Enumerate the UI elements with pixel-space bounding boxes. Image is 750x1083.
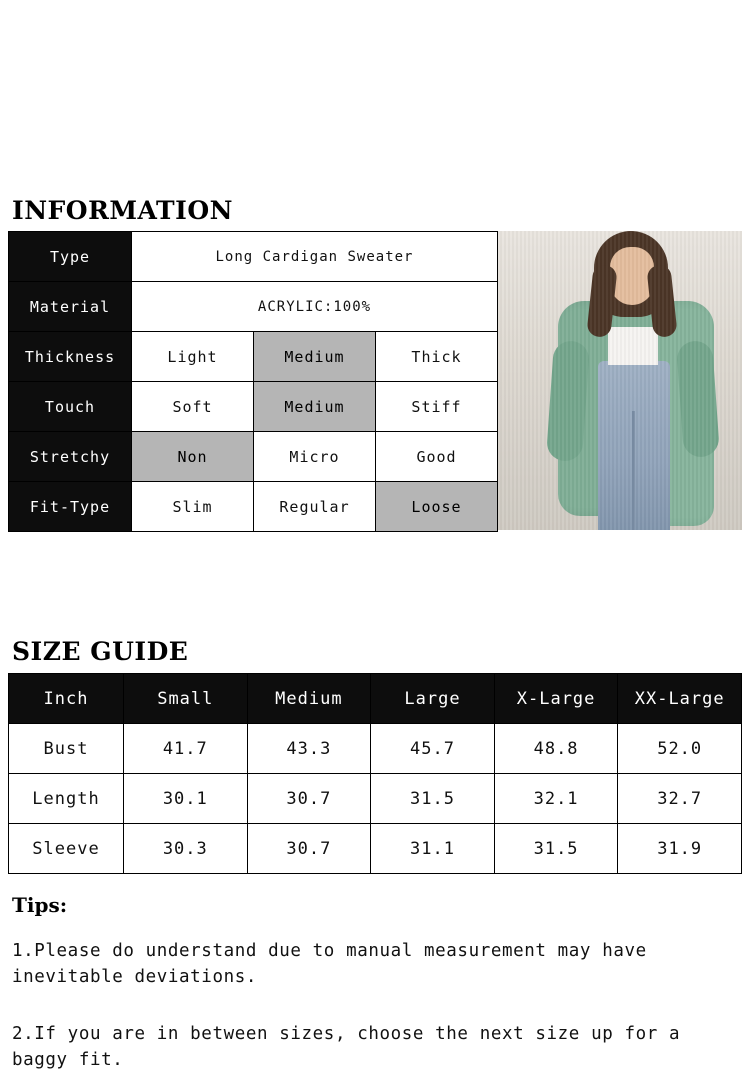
table-row [9,282,498,332]
size-header-x-large: X-Large [494,674,618,724]
sleeve-xx-large: 31.9 [618,824,742,874]
info-option-thickness-thick: Thick [376,332,498,382]
bust-medium: 43.3 [247,724,371,774]
info-label-stretchy: Stretchy [9,432,132,482]
table-row [9,774,742,824]
bust-small: 41.7 [124,724,248,774]
info-option-stretchy-good: Good [376,432,498,482]
information-table [8,231,498,532]
info-label-type: Type [9,232,132,282]
size-row-label-sleeve: Sleeve [9,824,124,874]
tips-heading: Tips: [12,893,68,917]
size-guide-heading: SIZE GUIDE [12,637,189,666]
info-value-material: ACRYLIC:100% [132,282,498,332]
info-label-fit-type: Fit-Type [9,482,132,532]
info-option-thickness-light: Light [132,332,254,382]
info-option-fit-regular: Regular [254,482,376,532]
length-xx-large: 32.7 [618,774,742,824]
size-header-medium: Medium [247,674,371,724]
table-row [9,824,742,874]
info-option-fit-slim: Slim [132,482,254,532]
sleeve-small: 30.3 [124,824,248,874]
table-header-row [9,674,742,724]
info-label-touch: Touch [9,382,132,432]
information-block [8,231,742,530]
tip-item-2: 2.If you are in between sizes, choose the next size up for a baggy fit. [12,1024,681,1070]
info-label-thickness: Thickness [9,332,132,382]
info-option-touch-medium: Medium [254,382,376,432]
jeans-seam [632,411,635,530]
info-option-touch-soft: Soft [132,382,254,432]
info-option-thickness-medium: Medium [254,332,376,382]
size-header-small: Small [124,674,248,724]
info-option-stretchy-non: Non [132,432,254,482]
length-large: 31.5 [371,774,495,824]
length-medium: 30.7 [247,774,371,824]
size-header-xx-large: XX-Large [618,674,742,724]
length-x-large: 32.1 [494,774,618,824]
table-row [9,432,498,482]
size-row-label-bust: Bust [9,724,124,774]
information-heading: INFORMATION [12,196,233,225]
size-guide-table [8,673,742,874]
size-header-inch: Inch [9,674,124,724]
info-option-fit-loose: Loose [376,482,498,532]
sleeve-x-large: 31.5 [494,824,618,874]
size-header-large: Large [371,674,495,724]
size-row-label-length: Length [9,774,124,824]
table-row [9,482,498,532]
sleeve-large: 31.1 [371,824,495,874]
bust-xx-large: 52.0 [618,724,742,774]
info-option-touch-stiff: Stiff [376,382,498,432]
tip-item-1: 1.Please do understand due to manual measurement may have inevitable deviations. [12,941,647,987]
table-row [9,724,742,774]
table-row [9,382,498,432]
bust-large: 45.7 [371,724,495,774]
table-row [9,332,498,382]
product-photo [498,231,742,530]
sleeve-medium: 30.7 [247,824,371,874]
bust-x-large: 48.8 [494,724,618,774]
length-small: 30.1 [124,774,248,824]
info-value-type: Long Cardigan Sweater [132,232,498,282]
info-option-stretchy-micro: Micro [254,432,376,482]
table-row [9,232,498,282]
info-label-material: Material [9,282,132,332]
